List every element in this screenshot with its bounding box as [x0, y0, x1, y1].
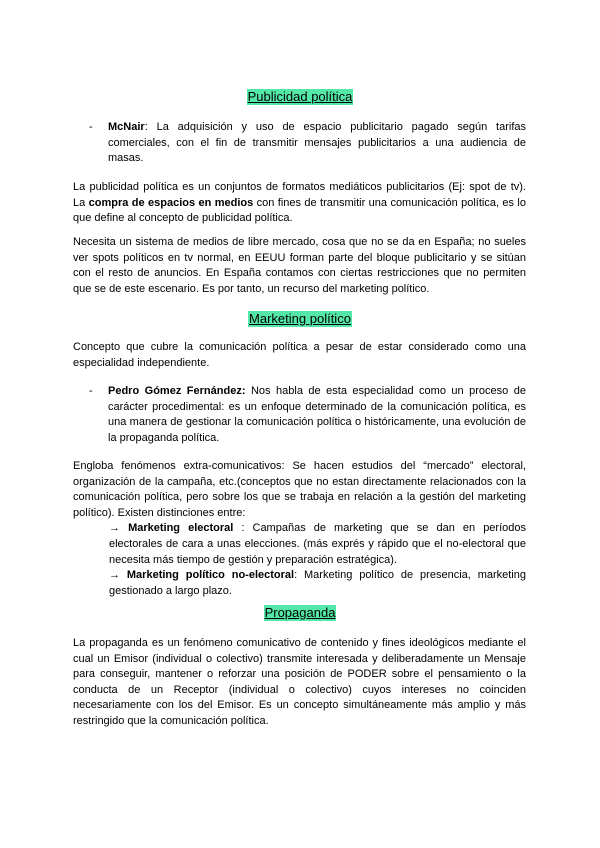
bullet-gomez-text	[108, 384, 526, 446]
paragraph-publicidad-1-a: La publicidad política es un conjuntos de formatos mediáticos publicitarios (Ej: spot de tv). La	[73, 181, 526, 209]
bullet-mcnair-text	[108, 120, 526, 167]
marketing-electoral-item	[73, 521, 526, 568]
paragraph-marketing-2-text: Engloba fenómenos extra-comunicativos: Se hacen estudios del “mercado” electoral, organización de la campaña, etc.(conceptos que no estan directamente relacionados con la comunicación política, pero sobre los que se trabaja en relación a la gestión del marketing político). Existen distinciones entre:	[73, 460, 526, 519]
bullet-gomez-author: Pedro Gómez Fernández:	[108, 385, 246, 397]
heading-publicidad-wrap	[0, 88, 600, 106]
heading-marketing-politico: Marketing político	[249, 311, 351, 326]
paragraph-publicidad-2: Necesita un sistema de medios de libre mercado, cosa que no se da en España; no sueles ver spots políticos en tv normal, en EEUU forman parte del bloque publicitario y se sitúan con el resto de anuncios. En España contamos con ciertas restricciones que no permiten que se de este escenario. Es por tanto, un recurso del marketing político.	[73, 236, 526, 295]
bullet-mcnair	[89, 120, 526, 167]
marketing-no-electoral-label: Marketing político no-electoral	[126, 569, 295, 582]
paragraph-marketing-1: Concepto que cubre la comunicación política a pesar de estar considerado como una especialidad independiente.	[73, 341, 526, 369]
paragraph-propaganda-1: La propaganda es un fenómeno comunicativo de contenido y fines ideológicos mediante el cual un Emisor (individual o colectivo) transmite interesada y deliberadamente un Mensaje para conseguir, mantener o reforzar una posición de PODER sobre el pensamiento o la conducta de un Receptor (individual o colectivo) cuyos intereses no coinciden necesariamente con los del Emisor. Es un concepto simultáneamente más amplio y más restringido que la comunicación política.	[73, 637, 526, 727]
marketing-no-electoral-text: : Marketing político de presencia, marketing gestionado a largo plazo.	[109, 569, 526, 597]
arrow-icon: →	[109, 522, 120, 535]
bullet-gomez-body: Nos habla de esta especialidad como un proceso de carácter procedimental: es un enfoque determinado de la comunicación política, es una manera de gestionar la comunicación política o históricamente, una evolución de la propaganda política.	[108, 385, 527, 444]
paragraph-publicidad-1	[73, 180, 526, 227]
paragraph-publicidad-1-bold: compra de espacios en medios	[88, 196, 254, 209]
heading-propaganda: Propaganda	[264, 605, 336, 620]
bullet-dash: -	[89, 121, 93, 133]
heading-propaganda-wrap	[0, 604, 600, 622]
bullet-gomez-fernandez	[89, 384, 526, 446]
heading-marketing-wrap	[0, 310, 600, 328]
marketing-no-electoral-item	[73, 568, 526, 599]
bullet-mcnair-body: : La adquisición y uso de espacio publicitario pagado según tarifas comerciales, con el fin de transmitir mensajes publicitarios a una audiencia de masas.	[108, 121, 526, 165]
marketing-electoral-text: : Campañas de marketing que se dan en períodos electorales de cara a unas elecciones. (más exprés y rápido que el no-electoral que necesita más tiempo de gestión y preparación estratégica).	[109, 522, 526, 566]
paragraph-publicidad-1-b: con fines de transmitir una comunicación política, es lo que define al concepto de publicidad política.	[73, 196, 526, 225]
bullet-mcnair-author: McNair	[108, 121, 145, 133]
marketing-electoral-label: Marketing electoral	[128, 522, 234, 535]
arrow-icon: →	[109, 569, 120, 582]
bullet-dash: -	[89, 385, 93, 397]
paragraph-marketing-2	[73, 459, 526, 599]
heading-publicidad-politica: Publicidad política	[247, 89, 353, 104]
